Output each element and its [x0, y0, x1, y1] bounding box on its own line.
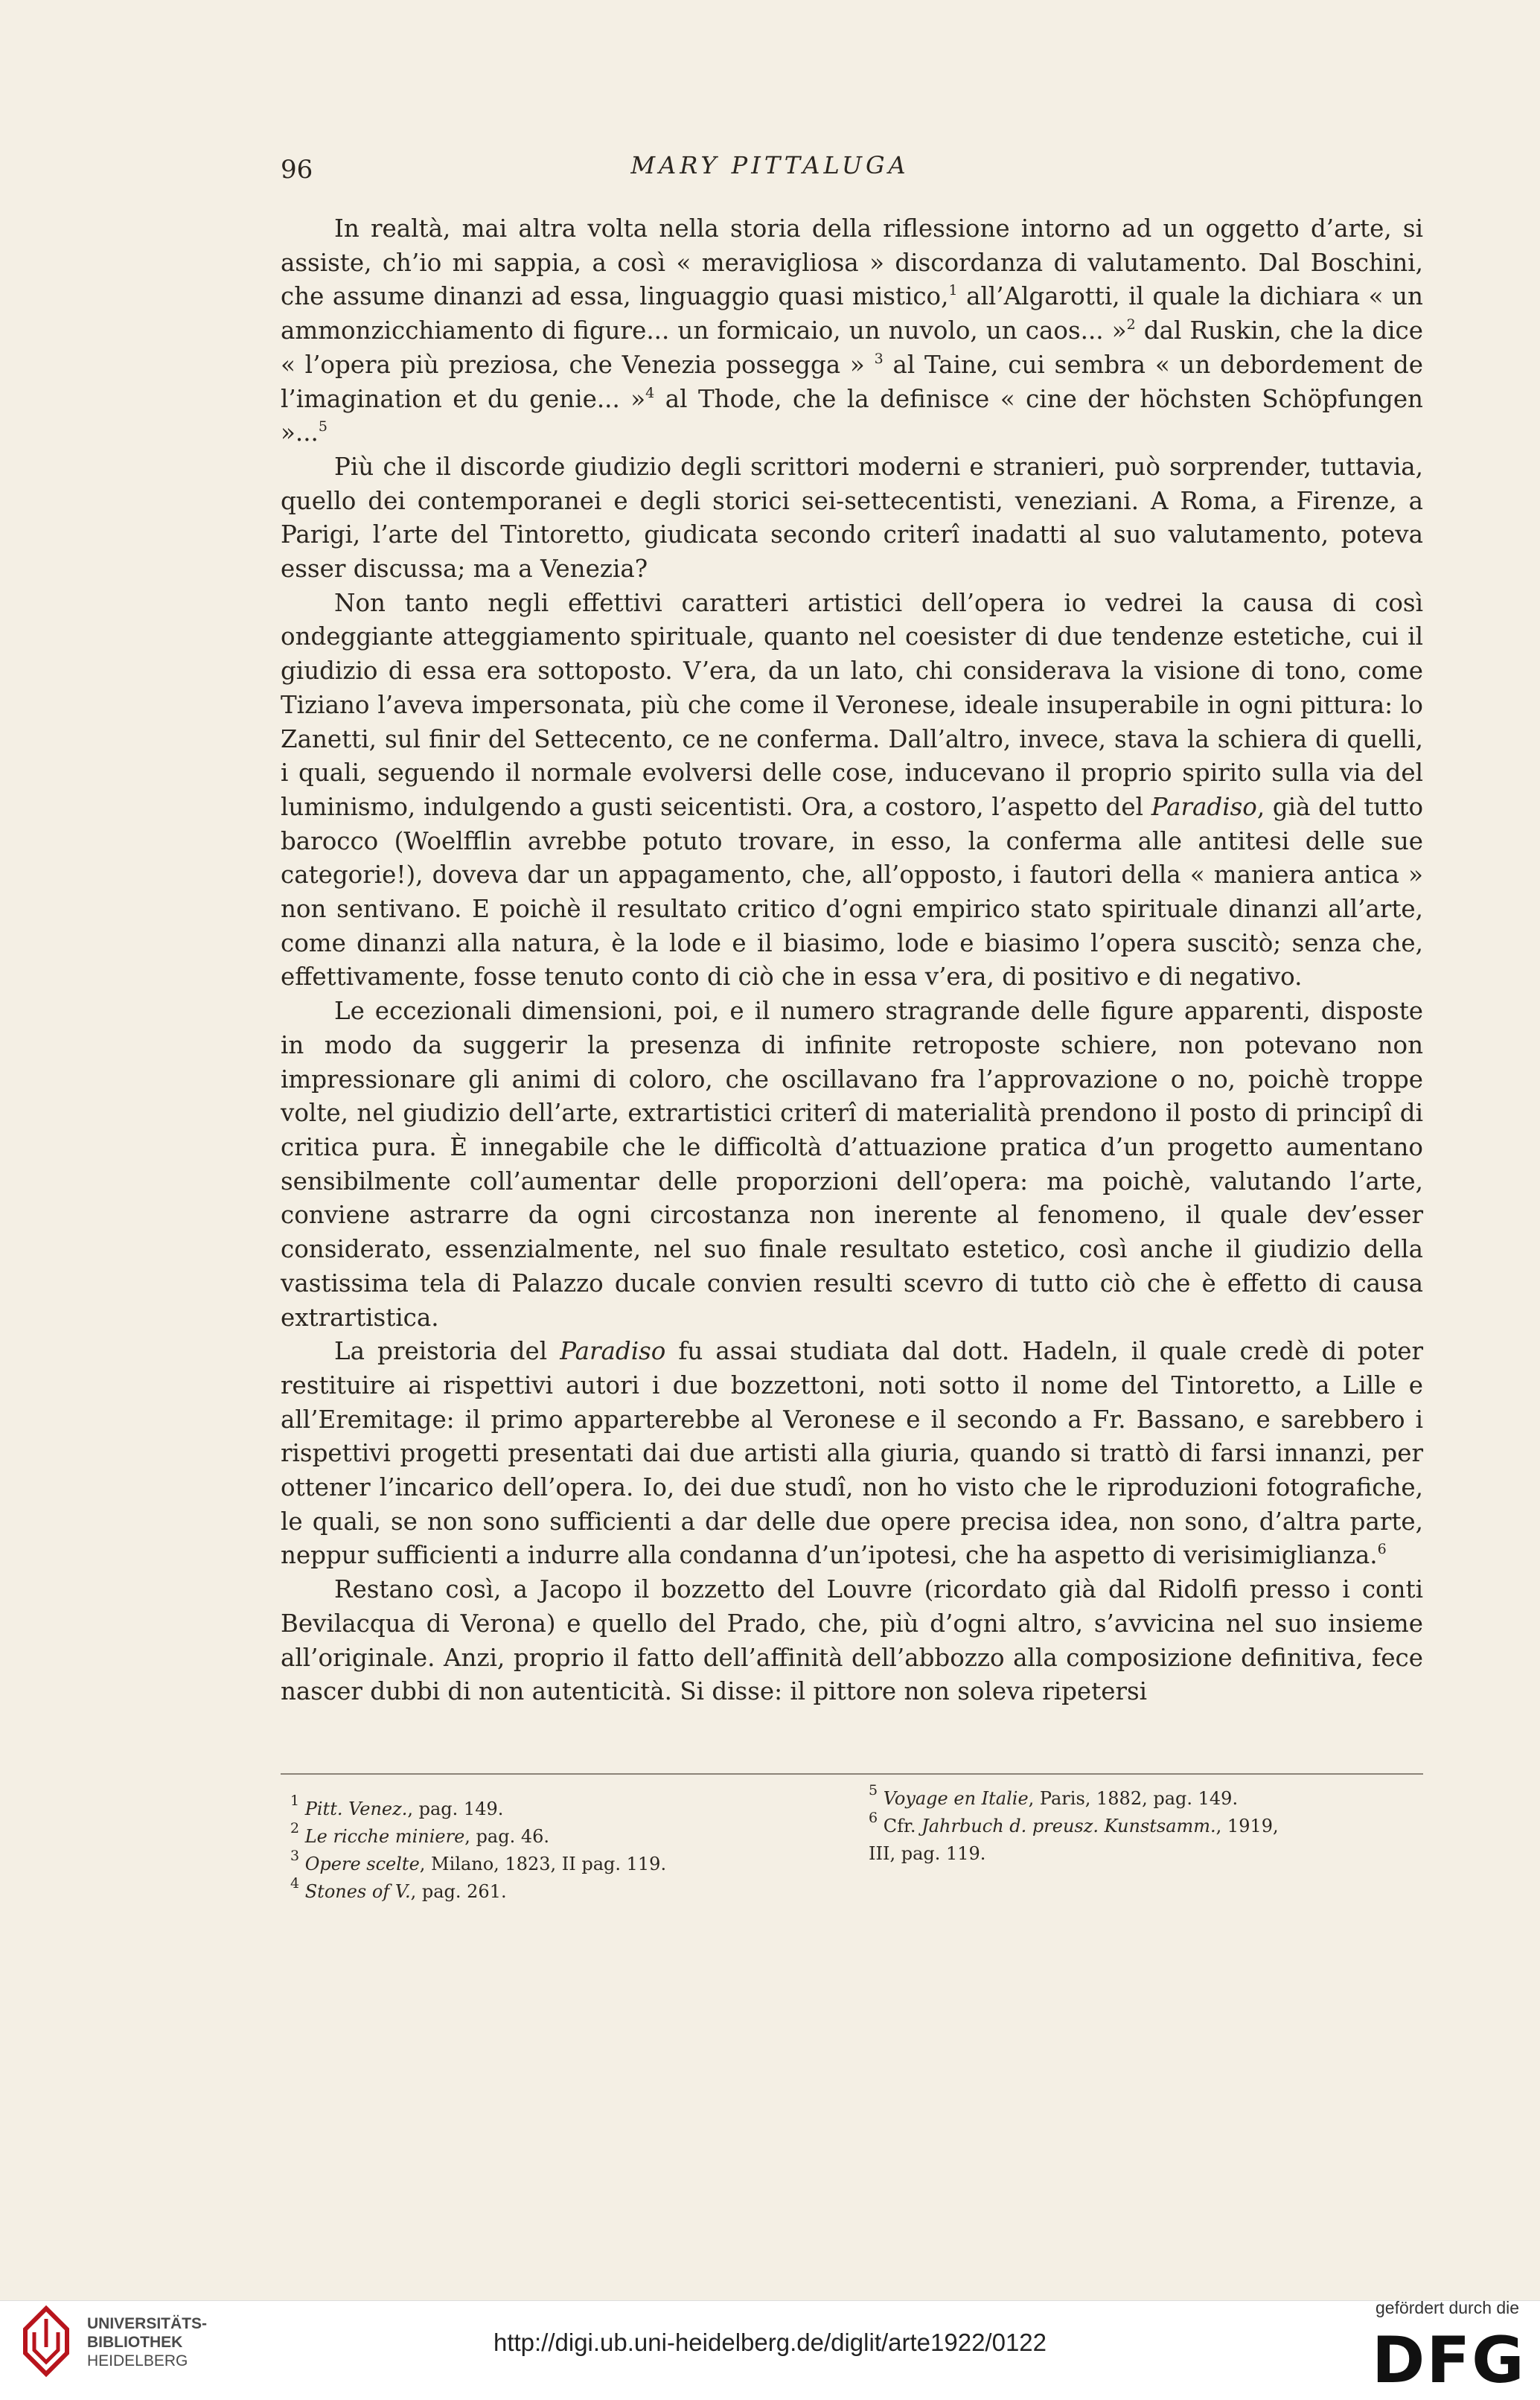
paragraph-3: Non tanto negli effettivi caratteri artistici dell’opera io vedrei la causa di così ondeggiante atteggiamento spirituale, quanto nel coesister di due tendenze estetiche, cui il giudizio di essa era sottoposto. V’era, da un lato, chi considerava la visione di tono, come Tiziano l’aveva impersonata, più che come il Veronese, ideale insuperabile in ogni pittura: lo Zanetti, sul finir del Settecento, ce ne conferma. Dall’altro, invece, stava la schiera di quelli, i quali, seguendo il normale evolversi delle cose, inducevano il proprio spirito sulla via del luminismo, indulgendo a gusti seicentisti. Ora, a costoro, l’aspetto del Paradiso, già del tutto barocco (Woelfflin avrebbe potuto trovare, in esso, la conferma alle antitesi delle sue categorie!), doveva dar un appagamento, che, all’opposto, i fautori della « maniera antica » non sentivano. E poichè il resultato critico d’ogni empirico stato spirituale dinanzi all’arte, come dinanzi alla natura, è la lode e il biasimo, lode e biasimo l’opera suscitò; senza che, effettivamente, fosse tenuto conto di ciò che in essa v’era, di positivo e di negativo. [281, 588, 1424, 992]
footnote-ref: 1 [948, 282, 958, 299]
footnote-3: $^3$ Opere scelte, Milano, 1823, II pag. 119. [290, 1848, 667, 1874]
artwork-title: Paradiso [1151, 792, 1257, 821]
paragraph-4: Le eccezionali dimensioni, poi, e il numero stragrande delle figure apparenti, disposte in modo da suggerir la presenza di infinite retroposte schiere, non potevano non impressionare gli animi di coloro, che oscillavano fra l’approvazione o no, poichè troppe volte, nel giudizio dell’arte, extrartistici criterî di materialità prendono il posto di principî di critica pura. È innegabile che le difficoltà d’attuazione pratica d’un progetto aumentano sensibilmente coll’aumentar delle proporzioni dell’opera: ma poichè, valutando l’arte, conviene astrarre da ogni circostanza non inerente al fenomeno, il quale dev’esser considerato, essenzialmente, nel suo finale resultato estetico, così anche il giudizio della vastissima tela di Palazzo ducale convien resulti scevro di tutto ciò che è effetto di causa extrartistica. [281, 997, 1423, 1332]
footnote-ref: 3 [874, 350, 884, 367]
paragraph-6: Restano così, a Jacopo il bozzetto del Louvre (ricordato già dal Ridolfi presso i conti Bevilacqua di Verona) e quello del Prado, che, più d’ogni altro, s’avvicina nel suo insieme all’originale. Anzi, proprio il fatto dell’affinità dell’abbozzo alla composizione definitiva, fece nascer dubbi di non autenticità. Si disse: il pittore non soleva ripetersi [281, 1575, 1423, 1706]
footnote-divider [281, 1773, 1423, 1775]
institution-name: UNIVERSITÄTS- BIBLIOTHEK HEIDELBERG [87, 2315, 208, 2369]
footnote-6: $^6$ Cfr. Jahrbuch d. preusz. Kunstsamm., 1919, [869, 1810, 1279, 1836]
footnote-6-continued: III, pag. 119. [869, 1843, 986, 1864]
footnote-ref: 6 [1377, 1541, 1387, 1558]
footnote-5: $^5$ Voyage en Italie, Paris, 1882, pag. 149. [869, 1782, 1239, 1809]
funding-caption: gefördert durch die [1376, 2298, 1520, 2317]
dfg-logo: DFG [1372, 2323, 1526, 2398]
artwork-title: Paradiso [560, 1337, 666, 1366]
body-text [281, 212, 1423, 1709]
page-number: 96 [281, 155, 313, 185]
footnotes-right-column [869, 1782, 1434, 1868]
footnote-2: $^2$ Le ricche miniere, pag. 46. [290, 1820, 549, 1847]
paragraph-2: Più che il discorde giudizio degli scrittori moderni e stranieri, può sorprender, tuttavia, quello dei contemporanei e degli storici sei-settecentisti, veneziani. A Roma, a Firenze, a Parigi, l’arte del Tintoretto, giudicata secondo criterî inadatti al suo valutamento, poteva esser discussa; ma a Venezia? [281, 452, 1423, 584]
footnotes-left-column [290, 1793, 826, 1906]
paragraph-1: In realtà, mai altra volta nella storia della riflessione intorno ad un oggetto d’arte, si assiste, ch’io mi sappia, a così « meravigliosa » discordanza di valutamento. Dal Boschini, che assume dinanzi ad essa, linguaggio quasi mistico,$^1$ all’Algarotti, il quale la dichiara « un ammonzicchiamento di figure... un formicaio, un nuvolo, un caos... »$^2$ dal Ruskin, che la dice « l’opera più preziosa, che Venezia possegga » $^3$ al Taine, cui sembra « un debordement de l’imagination et du genie... »$^4$ al Thode, che la definisce « cine der höchsten Schöpfungen »...$^5$ [281, 214, 1424, 447]
footnote-1: $^1$ Pitt. Venez., pag. 149. [290, 1793, 504, 1819]
footnote-ref: 5 [318, 418, 328, 435]
permalink-url[interactable]: http://digi.ub.uni-heidelberg.de/diglit/arte1922/0122 [493, 2329, 1047, 2356]
footnote-4: $^4$ Stones of V., pag. 261. [290, 1875, 507, 1902]
paragraph-5: La preistoria del Paradiso fu assai studiata dal dott. Hadeln, il quale credè di poter restituire ai rispettivi autori i due bozzettoni, noti sotto il nome del Tintoretto, a Lille e all’Eremitage: il primo apparterebbe al Veronese e il secondo a Fr. Bassano, e sarebbero i rispettivi progetti presentati dai due artisti alla giuria, quando si trattò di farsi innanzi, per ottener l’incarico dell’opera. Io, dei due studî, non ho visto che le riproduzioni fotografiche, le quali, se non sono sufficienti a dar delle due opere precisa idea, non sono, d’altra parte, neppur sufficienti a indurre alla condanna d’un’ipotesi, che ha aspetto di verisimiglianza.$^6$ [281, 1337, 1423, 1570]
footnote-ref: 2 [1126, 316, 1136, 333]
running-head: MARY PITTALUGA [630, 151, 910, 179]
footnote-ref: 4 [645, 384, 655, 401]
